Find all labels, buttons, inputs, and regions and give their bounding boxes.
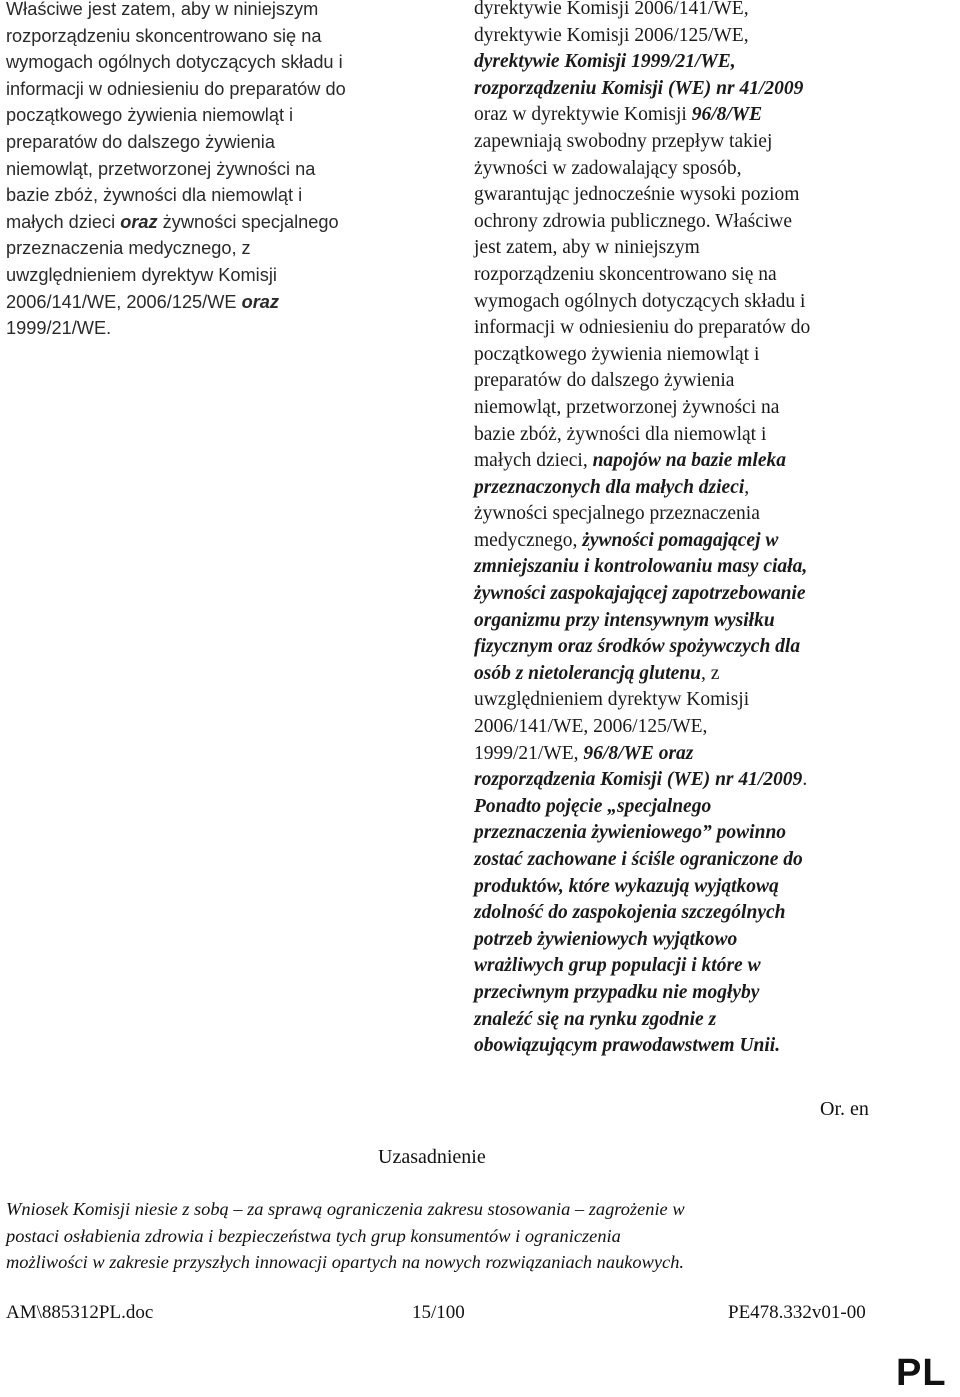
text-segment: Właściwe jest zatem, aby w niniejszym xyxy=(6,0,319,19)
text-line xyxy=(6,23,446,50)
text-segment: niemowląt, przetworzonej żywności na xyxy=(6,158,316,179)
left-column-text xyxy=(6,0,446,342)
text-segment: bazie zbóż, żywności dla niemowląt i xyxy=(474,423,767,445)
text-line xyxy=(6,49,446,76)
text-line xyxy=(474,76,914,103)
amended-text: żywności zaspokajającej zapotrzebowanie xyxy=(474,583,806,605)
text-line xyxy=(474,209,914,236)
justification-heading: Uzasadnienie xyxy=(378,1146,486,1168)
justification-line: Wniosek Komisji niesie z sobą – za sprawą ograniczenia zakresu stosowania – zagrożenie w xyxy=(6,1199,685,1219)
text-line xyxy=(474,475,914,502)
text-segment: zapewniają swobodny przepływ takiej xyxy=(474,130,773,152)
text-line xyxy=(474,927,914,954)
text-segment: przeznaczenia medycznego, z xyxy=(6,238,251,259)
text-segment: ochrony zdrowia publicznego. Właściwe xyxy=(474,210,793,232)
text-segment: , z xyxy=(701,662,720,684)
text-line xyxy=(474,1033,914,1060)
amended-text: napojów na bazie mleka xyxy=(592,450,786,472)
text-segment: preparatów do dalszego żywienia xyxy=(474,370,735,392)
amended-text: 96/8/WE oraz xyxy=(583,742,694,764)
text-line xyxy=(474,847,914,874)
text-line xyxy=(474,289,914,316)
text-segment: informacji w odniesieniu do preparatów do xyxy=(474,317,811,339)
text-line xyxy=(474,262,914,289)
original-language-note: Or. en xyxy=(820,1098,869,1120)
text-segment: rozporządzeniu skoncentrowano się na xyxy=(6,25,322,46)
text-line xyxy=(6,102,446,129)
text-segment: wymogach ogólnych dotyczących składu i xyxy=(474,290,806,312)
amended-text: zostać zachowane i ściśle ograniczone do xyxy=(474,849,803,870)
text-line xyxy=(474,501,914,528)
text-line xyxy=(474,900,914,927)
text-segment: 1999/21/WE, xyxy=(474,742,584,764)
text-segment: żywności specjalnego przeznaczenia xyxy=(474,503,760,525)
text-line xyxy=(474,23,914,50)
text-line xyxy=(474,342,914,369)
text-segment: dyrektywie Komisji 2006/125/WE, xyxy=(474,24,749,46)
text-line xyxy=(6,129,446,156)
amended-text: rozporządzeniu Komisji (WE) nr 41/2009 xyxy=(474,77,804,99)
text-segment: uwzględnieniem dyrektyw Komisji xyxy=(6,264,277,285)
amended-text: osób z nietolerancją glutenu xyxy=(474,662,701,684)
text-line xyxy=(474,129,914,156)
text-line xyxy=(6,76,446,103)
text-segment: żywności w zadowalający sposób, xyxy=(474,157,742,179)
amended-text: fizycznym oraz środków spożywczych dla xyxy=(474,636,801,658)
text-line xyxy=(474,102,914,129)
text-segment: preparatów do dalszego żywienia xyxy=(6,131,275,152)
text-line xyxy=(474,1007,914,1034)
text-line xyxy=(6,182,446,209)
amended-text: organizmu przy intensywnym wysiłku xyxy=(474,609,775,631)
amended-text: dyrektywie Komisji 1999/21/WE, xyxy=(474,51,736,73)
text-line xyxy=(474,395,914,422)
text-line xyxy=(474,448,914,475)
text-segment: rozporządzeniu skoncentrowano się na xyxy=(474,263,777,285)
text-segment: dyrektywie Komisji 2006/141/WE, xyxy=(474,0,749,19)
text-line xyxy=(474,767,914,794)
text-line xyxy=(474,820,914,847)
text-line xyxy=(6,0,446,23)
text-segment: . xyxy=(802,769,808,791)
amended-text: oraz xyxy=(241,291,279,312)
text-segment: małych dzieci xyxy=(6,211,121,232)
text-line xyxy=(474,874,914,901)
amended-text: produktów, które wykazują wyjątkową xyxy=(474,875,779,897)
text-segment: 2006/141/WE, 2006/125/WE, xyxy=(474,716,708,738)
amended-text: obowiązującym prawodawstwem Unii. xyxy=(474,1035,781,1057)
amended-text: oraz xyxy=(120,211,158,232)
text-line xyxy=(474,634,914,661)
amended-text: 96/8/WE xyxy=(691,104,763,126)
amended-text: zdolność do zaspokojenia szczególnych xyxy=(474,902,786,924)
text-line xyxy=(474,156,914,183)
text-line xyxy=(6,209,446,236)
language-code: PL xyxy=(896,1352,947,1394)
text-segment: , xyxy=(744,476,750,498)
amended-text: potrzeb żywieniowych wyjątkowo xyxy=(474,928,738,950)
text-line xyxy=(474,581,914,608)
amended-text: żywności pomagającej w xyxy=(582,529,779,551)
text-segment: niemowląt, przetworzonej żywności na xyxy=(474,396,780,418)
text-segment: wymogach ogólnych dotyczących składu i xyxy=(6,52,343,73)
text-segment: żywności specjalnego xyxy=(157,211,339,232)
footer-page-number: 15/100 xyxy=(412,1302,465,1323)
text-line xyxy=(6,315,446,342)
text-line xyxy=(6,156,446,183)
text-segment: 2006/141/WE, 2006/125/WE xyxy=(6,291,242,312)
text-line xyxy=(474,661,914,688)
text-segment: bazie zbóż, żywności dla niemowląt i xyxy=(6,185,303,206)
text-segment: początkowego żywienia niemowląt i xyxy=(474,343,760,365)
amended-text: przeznaczenia żywieniowego” powinno xyxy=(474,822,787,844)
text-segment: gwarantując jednocześnie wysoki poziom xyxy=(474,184,800,206)
right-column-text xyxy=(474,0,914,1060)
text-line xyxy=(474,528,914,555)
text-line xyxy=(474,794,914,821)
text-segment: jest zatem, aby w niniejszym xyxy=(474,237,700,259)
text-segment: uwzględnieniem dyrektyw Komisji xyxy=(474,689,750,711)
amended-text: przeciwnym przypadku nie mogłyby xyxy=(474,981,760,1003)
text-line xyxy=(474,714,914,741)
text-line xyxy=(474,182,914,209)
amended-text: wrażliwych grup populacji i które w xyxy=(474,955,761,977)
text-line xyxy=(474,422,914,449)
text-segment: małych dzieci, xyxy=(474,450,593,472)
text-line xyxy=(6,289,446,316)
text-line xyxy=(474,953,914,980)
text-line xyxy=(474,368,914,395)
text-line xyxy=(474,235,914,262)
text-segment: 1999/21/WE. xyxy=(6,318,112,339)
justification-line: postaci osłabienia zdrowia i bezpieczeństwa tych grup konsumentów i ograniczenia xyxy=(6,1225,621,1246)
amended-text: znaleźć się na rynku zgodnie z xyxy=(474,1008,717,1030)
text-line xyxy=(474,687,914,714)
amended-text: rozporządzenia Komisji (WE) nr 41/2009 xyxy=(474,769,803,791)
text-line xyxy=(474,49,914,76)
justification-text xyxy=(6,1196,936,1276)
text-segment: oraz w dyrektywie Komisji xyxy=(474,104,692,126)
amended-text: zmniejszaniu i kontrolowaniu masy ciała, xyxy=(474,556,808,578)
text-line xyxy=(474,608,914,635)
text-line xyxy=(474,980,914,1007)
text-line xyxy=(474,741,914,768)
text-line xyxy=(474,0,914,23)
footer-doc-ref: AM\885312PL.doc xyxy=(6,1302,154,1323)
amended-text: Ponadto pojęcie „specjalnego xyxy=(474,795,712,817)
text-line xyxy=(6,235,446,262)
text-segment: informacji w odniesieniu do preparatów do xyxy=(6,78,346,99)
justification-line: możliwości w zakresie przyszłych innowacji opartych na nowych rozwiązaniach naukowych. xyxy=(6,1252,685,1272)
text-segment: początkowego żywienia niemowląt i xyxy=(6,105,294,126)
text-line xyxy=(474,554,914,581)
text-segment: medycznego, xyxy=(474,529,583,551)
amended-text: przeznaczonych dla małych dzieci xyxy=(474,476,745,498)
text-line xyxy=(474,315,914,342)
text-line xyxy=(6,262,446,289)
footer-pe-ref: PE478.332v01-00 xyxy=(728,1302,866,1323)
